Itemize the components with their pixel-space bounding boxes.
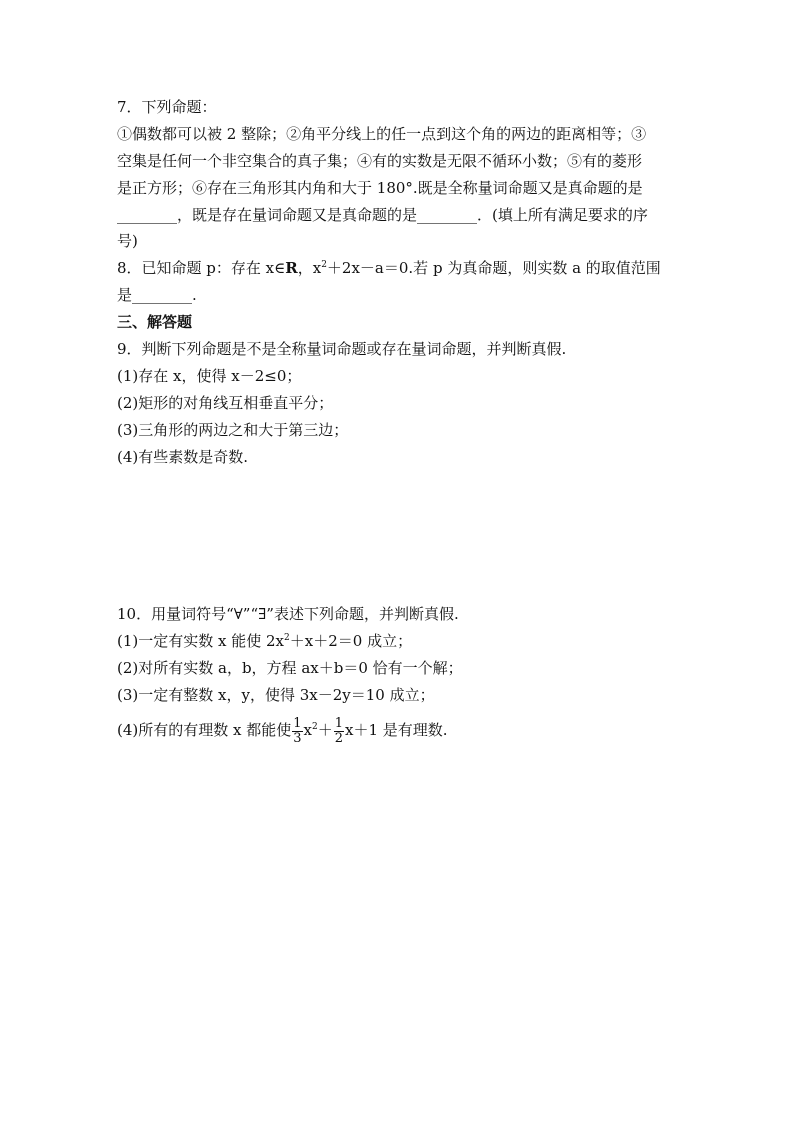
q8-exponent: 2	[321, 260, 327, 270]
q8-line-2: 是________.	[117, 286, 197, 304]
q7-line-3: 是正方形；⑥存在三角形其内角和大于 180°.既是全称量词命题又是真命题的是	[117, 179, 643, 197]
q9-item-3: (3)三角形的两边之和大于第三边；	[117, 421, 349, 439]
q10-item-4-exponent: 2	[312, 722, 318, 732]
q10-item-4	[117, 714, 448, 746]
q10-item-1-exponent: 2	[284, 633, 290, 643]
q10-item-4-text-b: x＋1 是有理数.	[345, 721, 448, 739]
fraction-numerator: 1	[293, 715, 302, 731]
q10-item-4-text-a: (4)所有的有理数 x 都能使	[117, 721, 292, 739]
q8-text-c: ＋2x－a＝0.若 p 为真命题，则实数 a 的取值范围	[326, 259, 661, 277]
fraction-denominator: 2	[334, 730, 344, 746]
q10-item-2: (2)对所有实数 a，b，方程 ax＋b＝0 恰有一个解；	[117, 659, 463, 677]
q7-line-5: 号)	[117, 232, 138, 250]
q10-item-3: (3)一定有整数 x，y，使得 3x－2y＝10 成立；	[117, 686, 435, 704]
q10-item-4-plus: ＋	[317, 721, 333, 739]
fraction-denominator: 3	[293, 730, 302, 746]
q8-text-a: 8．已知命题 p：存在 x∈	[117, 259, 286, 277]
q10-item-1-text-b: ＋x＋2＝0 成立；	[289, 632, 413, 650]
section-heading: 三、解答题	[117, 313, 193, 331]
q7-line-4: ________，既是存在量词命题又是真命题的是________．(填上所有满足要求的序	[117, 206, 648, 224]
q8-text-b: ，x	[297, 259, 322, 277]
q10-item-1-text-a: (1)一定有实数 x 能使 2x	[117, 632, 285, 650]
fraction-numerator: 1	[334, 715, 344, 731]
q7-title: 7．下列命题：	[117, 98, 217, 116]
q10-title: 10．用量词符号“∀”“∃”表述下列命题，并判断真假.	[117, 605, 459, 623]
q10-item-4-variable: x	[303, 721, 312, 739]
q8-line-1	[117, 258, 661, 278]
q7-line-2: 空集是任何一个非空集合的真子集；④有的实数是无限不循环小数；⑤有的菱形	[117, 152, 643, 170]
q9-item-1: (1)存在 x，使得 x－2≤0；	[117, 367, 302, 385]
q9-item-4: (4)有些素数是奇数.	[117, 448, 249, 466]
q8-real-set-symbol: R	[285, 259, 298, 277]
q7-line-1: ①偶数都可以被 2 整除；②角平分线上的任一点到这个角的两边的距离相等；③	[117, 125, 647, 143]
q9-title: 9．判断下列命题是不是全称量词命题或存在量词命题，并判断真假.	[117, 340, 567, 358]
fraction-one-half	[334, 717, 344, 746]
q10-item-1	[117, 631, 412, 651]
fraction-one-third	[292, 717, 302, 746]
q9-item-2: (2)矩形的对角线互相垂直平分；	[117, 394, 334, 412]
